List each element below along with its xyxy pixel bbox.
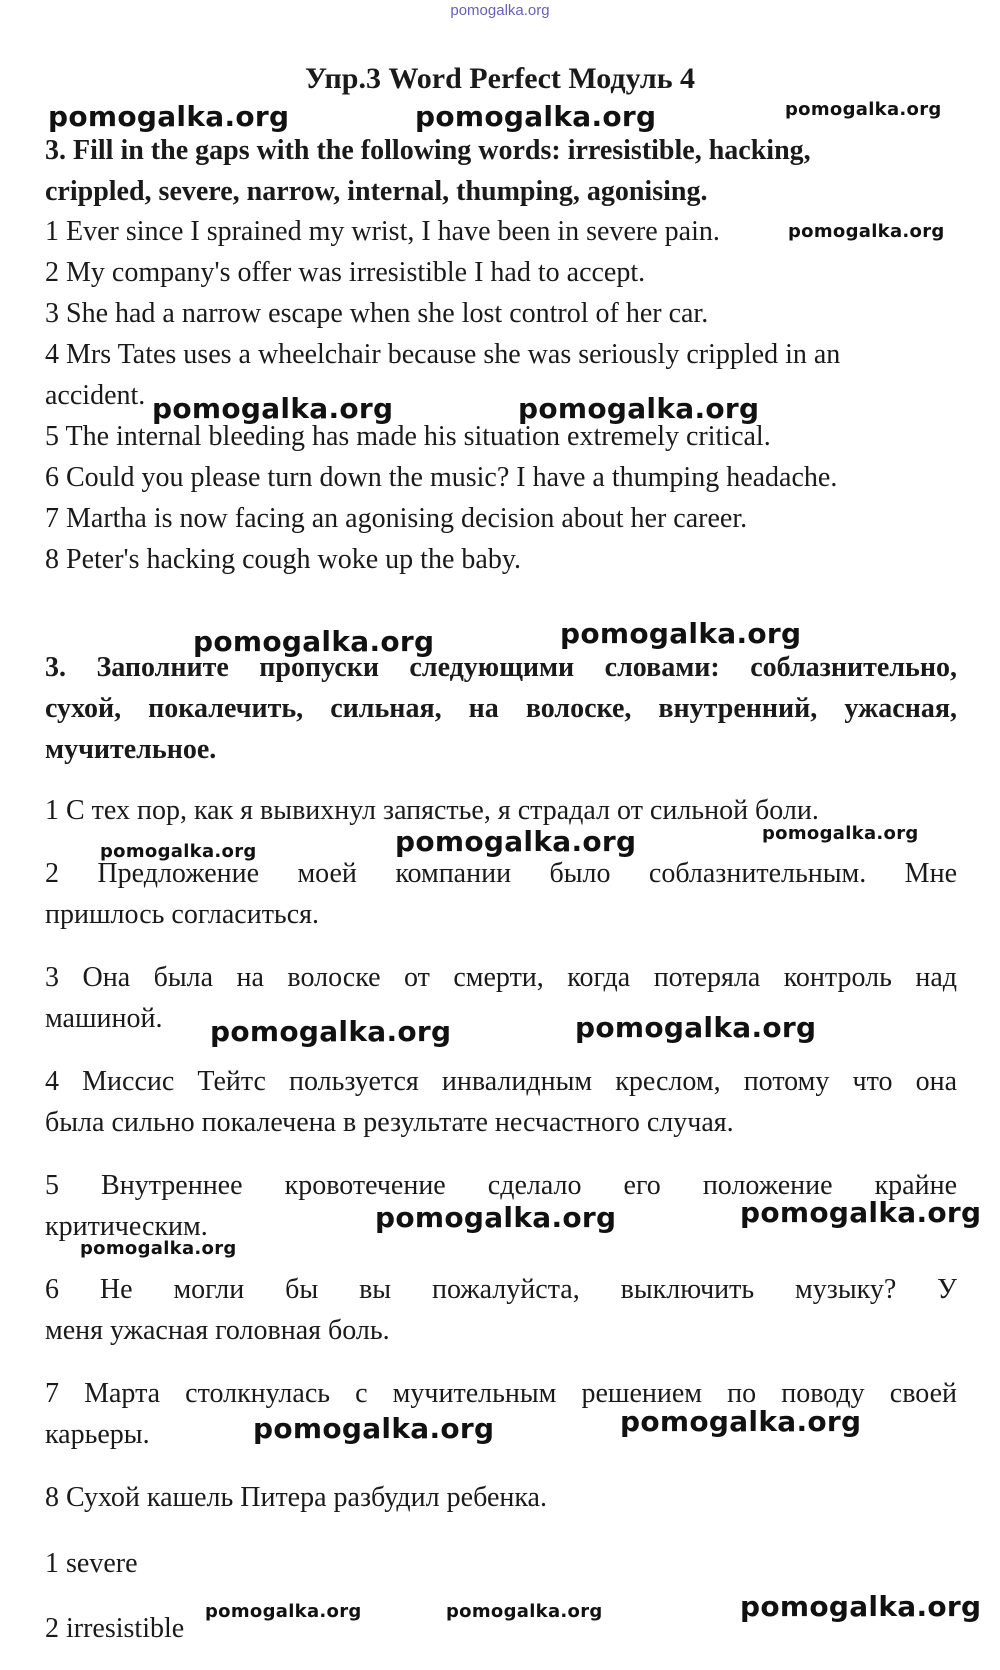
watermark: pomogalka.org [740, 1196, 982, 1229]
english-sentence-4-line-2: accident. [45, 380, 146, 411]
watermark: pomogalka.org [193, 625, 435, 658]
english-sentence-2: 2 My company's offer was irresistible I had to accept. [45, 257, 646, 288]
russian-sentence-2-line-1: 2 Предложение моей компании было соблазнительным. Мне [45, 858, 957, 889]
english-sentence-5: 5 The internal bleeding has made his situation extremely critical. [45, 421, 771, 452]
russian-sentence-7-line-1: 7 Марта столкнулась с мучительным решением по поводу своей [45, 1378, 957, 1409]
site-link[interactable]: pomogalka.org [450, 2, 550, 19]
russian-sentence-6-line-2: меня ужасная головная боль. [45, 1315, 390, 1346]
watermark: pomogalka.org [80, 1238, 237, 1259]
russian-task-line-1: 3. Заполните пропуски следующими словами: соблазнительно, [45, 652, 957, 683]
watermark: pomogalka.org [48, 100, 290, 133]
russian-sentence-5-line-1: 5 Внутреннее кровотечение сделало его положение крайне [45, 1170, 957, 1201]
watermark: pomogalka.org [152, 392, 394, 425]
english-sentence-4-line-1: 4 Mrs Tates uses a wheelchair because she was seriously crippled in an [45, 339, 841, 370]
watermark: pomogalka.org [575, 1011, 817, 1044]
english-sentence-6: 6 Could you please turn down the music? I have a thumping headache. [45, 462, 838, 493]
watermark: pomogalka.org [620, 1405, 862, 1438]
watermark: pomogalka.org [560, 617, 802, 650]
english-sentence-1: 1 Ever since I sprained my wrist, I have been in severe pain. [45, 216, 720, 247]
watermark: pomogalka.org [785, 99, 942, 120]
page-title: Упр.3 Word Perfect Модуль 4 [304, 62, 696, 95]
watermark: pomogalka.org [518, 392, 760, 425]
watermark: pomogalka.org [395, 825, 637, 858]
watermark: pomogalka.org [210, 1015, 452, 1048]
russian-task-line-2: сухой, покалечить, сильная, на волоске, внутренний, ужасная, [45, 693, 957, 724]
watermark: pomogalka.org [740, 1590, 982, 1623]
watermark: pomogalka.org [205, 1601, 362, 1622]
english-task-line-1: 3. Fill in the gaps with the following words: irresistible, hacking, [45, 135, 811, 166]
russian-sentence-5-line-2: критическим. [45, 1211, 208, 1242]
russian-sentence-6-line-1: 6 Не могли бы вы пожалуйста, выключить музыку? У [45, 1274, 957, 1305]
english-task-line-2: crippled, severe, narrow, internal, thumping, agonising. [45, 176, 708, 207]
russian-sentence-4-line-2: была сильно покалечена в результате несчастного случая. [45, 1107, 734, 1138]
watermark: pomogalka.org [762, 823, 919, 844]
russian-sentence-4-line-1: 4 Миссис Тейтс пользуется инвалидным креслом, потому что она [45, 1066, 957, 1097]
russian-sentence-3-line-1: 3 Она была на волоске от смерти, когда потеряла контроль над [45, 962, 957, 993]
russian-sentence-7-line-2: карьеры. [45, 1419, 150, 1450]
watermark: pomogalka.org [446, 1601, 603, 1622]
watermark: pomogalka.org [100, 841, 257, 862]
russian-sentence-8: 8 Сухой кашель Питера разбудил ребенка. [45, 1482, 547, 1513]
answer-1: 1 severe [45, 1548, 138, 1579]
watermark: pomogalka.org [415, 100, 657, 133]
english-sentence-3: 3 She had a narrow escape when she lost control of her car. [45, 298, 709, 329]
watermark: pomogalka.org [253, 1412, 495, 1445]
english-sentence-8: 8 Peter's hacking cough woke up the baby. [45, 544, 521, 575]
russian-sentence-2-line-2: пришлось согласиться. [45, 899, 320, 930]
russian-sentence-3-line-2: машиной. [45, 1003, 163, 1034]
english-sentence-7: 7 Martha is now facing an agonising decision about her career. [45, 503, 748, 534]
watermark: pomogalka.org [375, 1201, 617, 1234]
russian-task-line-3: мучительное. [45, 734, 217, 765]
watermark: pomogalka.org [788, 221, 945, 242]
answer-2: 2 irresistible [45, 1613, 185, 1644]
russian-sentence-1: 1 С тех пор, как я вывихнул запястье, я страдал от сильной боли. [45, 795, 819, 826]
